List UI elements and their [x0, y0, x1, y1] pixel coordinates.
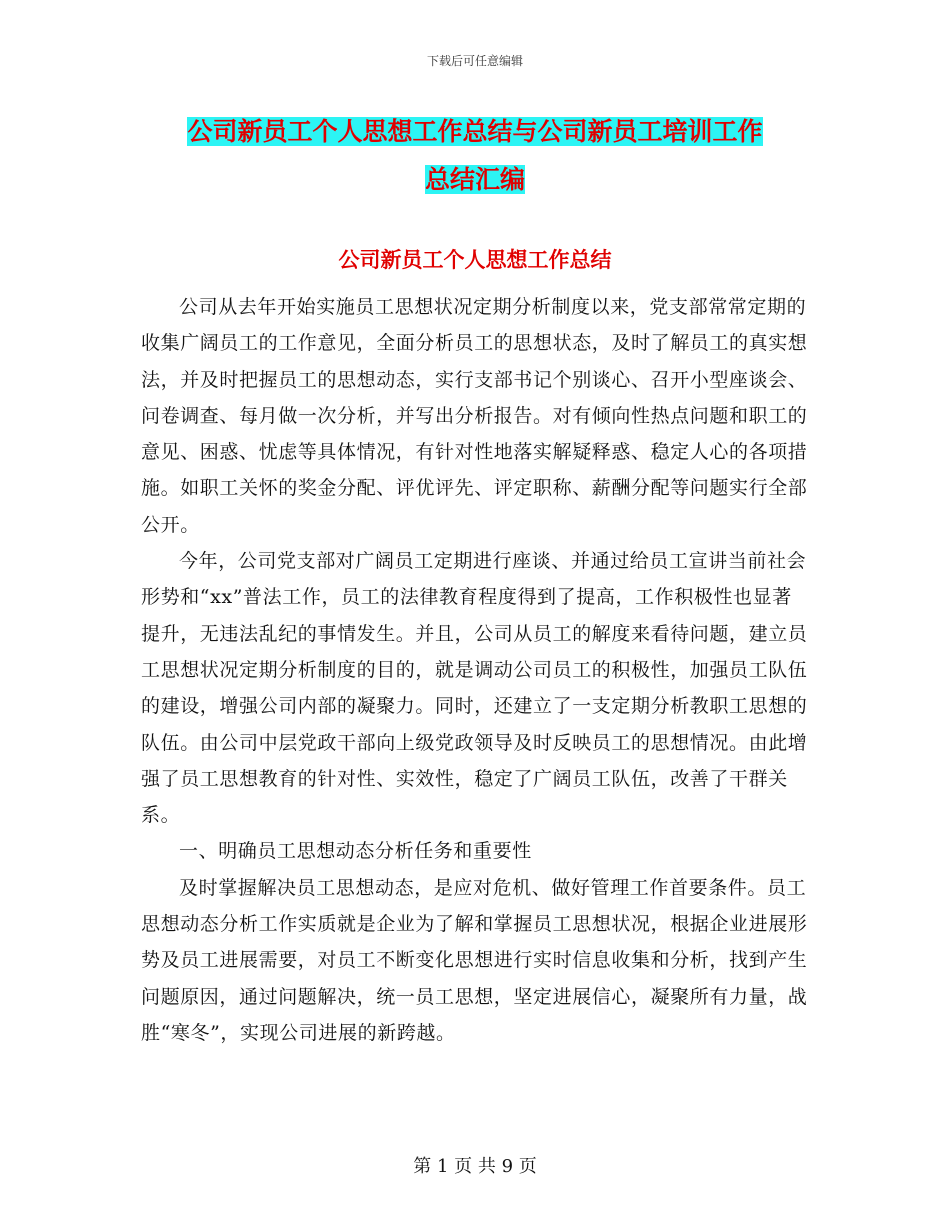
page-header-note: 下载后可任意编辑	[426, 54, 523, 68]
body-text	[141, 289, 811, 1051]
paragraph: 今年，公司党支部对广阔员工定期进行座谈、并通过给员工宣讲当前社会形势和“xx”普法工作，员工的法律教育程度得到了提高，工作积极性也显著提升，无违法乱纪的事情发生。并且，公司从员工的解度来看待问题，建立员工思想状况定期分析制度的目的，就是调动公司员工的积极性，加强员工队伍的建设，增强公司内部的凝聚力。同时，还建立了一支定期分析教职工思想的队伍。由公司中层党政干部向上级党政领导及时反映员工的思想情况。由此增强了员工思想教育的针对性、实效性，稳定了广阔员工队伍，改善了干群关系。	[141, 550, 808, 827]
section-title: 公司新员工个人思想工作总结	[338, 248, 612, 272]
title-line-1: 公司新员工个人思想工作总结与公司新员工培训工作	[187, 117, 763, 146]
paragraph: 公司从去年开始实施员工思想状况定期分析制度以来，党支部常常定期的收集广阔员工的工作意见，全面分析员工的思想状态，及时了解员工的真实想法，并及时把握员工的思想动态，实行支部书记个别谈心、召开小型座谈会、问卷调查、每月做一次分析，并写出分析报告。对有倾向性热点问题和职工的意见、困惑、忧虑等具体情况，有针对性地落实解疑释惑、稳定人心的各项措施。如职工关怀的奖金分配、评优评先、评定职称、薪酬分配等问题实行全部公开。	[141, 296, 808, 536]
document-title	[140, 108, 810, 204]
paragraph: 及时掌握解决员工思想动态，是应对危机、做好管理工作首要条件。员工思想动态分析工作实质就是企业为了解和掌握员工思想状况，根据企业进展形势及员工进展需要，对员工不断变化思想进行实时信息收集和分析，找到产生问题原因，通过问题解决，统一员工思想，坚定进展信心，凝聚所有力量，战胜“寒冬”，实现公司进展的新跨越。	[141, 876, 808, 1044]
page-number: 第 1 页 共 9 页	[413, 1156, 537, 1177]
title-line-2: 总结汇编	[424, 165, 525, 194]
subheading: 一、明确员工思想动态分析任务和重要性	[179, 840, 532, 863]
